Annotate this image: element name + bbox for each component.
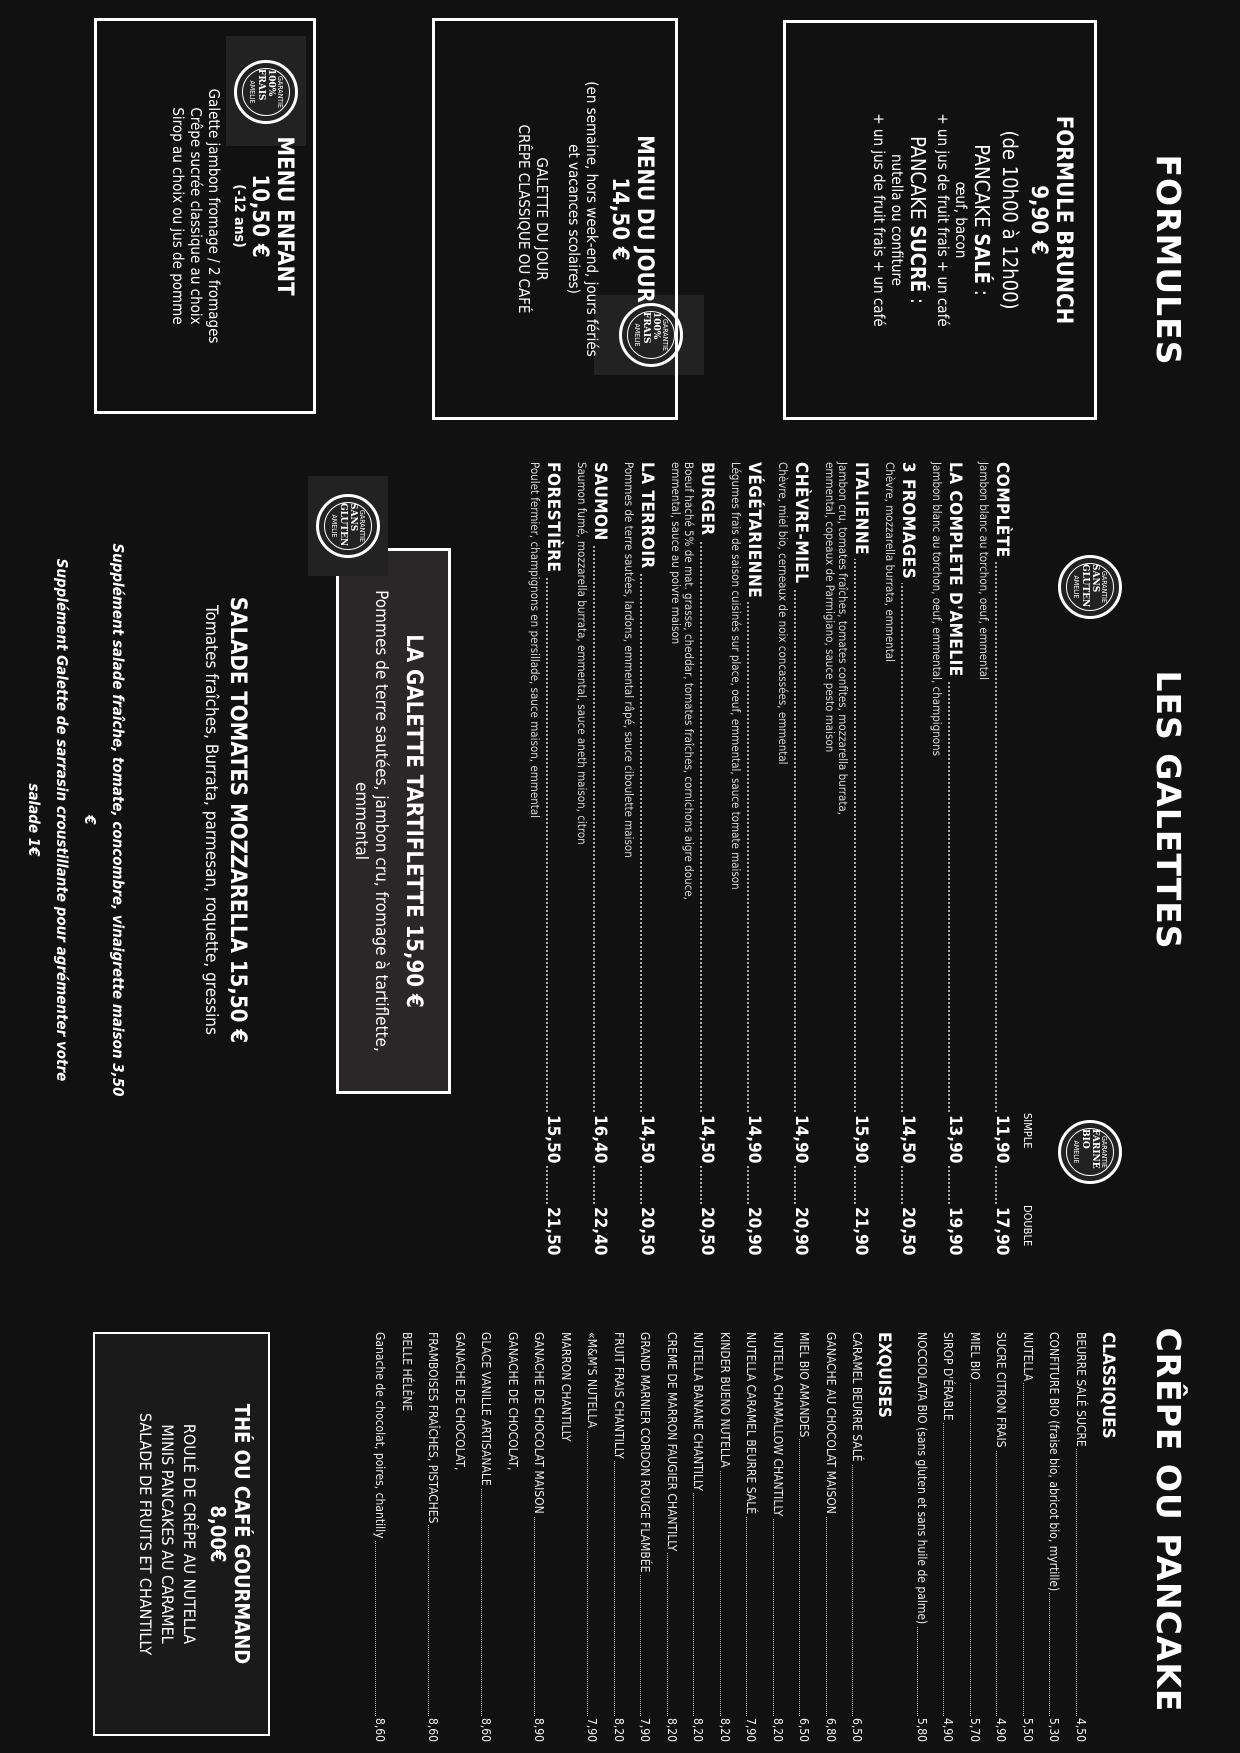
galette-price-simple: 14,50 <box>898 1112 918 1166</box>
crepe-row <box>1015 1332 1042 1742</box>
crepe-price: 4,50 <box>1068 1716 1095 1742</box>
dot-leader <box>700 462 702 1112</box>
galette-price-double: 19,90 <box>945 1204 965 1255</box>
gourmand-line2: MINIS PANCAKES AU CARAMEL <box>158 1424 177 1644</box>
menu-enfant-age: (-12 ans) <box>231 184 247 248</box>
crepe-price: 8,20 <box>765 1716 792 1742</box>
galette-price-simple: 15,90 <box>851 1112 871 1166</box>
galette-name: ITALIENNE <box>851 462 871 559</box>
galette-price-simple: 13,90 <box>945 1112 965 1166</box>
gourmand-price: 8,00€ <box>206 1505 230 1563</box>
galette-row <box>930 462 965 1256</box>
dot-leader <box>995 1162 997 1204</box>
crepe-row <box>935 1332 962 1742</box>
crepe-price: 8,60 <box>473 1716 500 1742</box>
gourmand-line3: SALADE DE FRUITS ET CHANTILLY <box>136 1412 155 1656</box>
crepe-row <box>818 1332 845 1742</box>
brunch-sucre-extra: + un jus de fruit frais + un café <box>870 113 888 327</box>
crepe-row <box>765 1332 792 1742</box>
galette-row <box>776 462 811 1256</box>
brunch-hours: (de 10h00 à 12h00) <box>998 130 1022 310</box>
crepe-name: CARAMEL BEURRE SALÉ <box>844 1332 871 1464</box>
dot-leader <box>747 1162 749 1204</box>
brunch-sale-desc: œuf, bacon <box>952 181 970 259</box>
crepe-row <box>500 1332 527 1742</box>
dot-leader <box>700 1162 702 1204</box>
galette-row <box>575 462 610 1256</box>
crepe-row <box>659 1332 686 1742</box>
galette-desc: Pommes de terre sautées, lardons, emmental râpé, sauce ciboulette maison <box>622 462 636 858</box>
galette-price-double: 20,90 <box>791 1204 811 1255</box>
crepe-name: GLACE VANILLE ARTISANALE <box>473 1332 500 1488</box>
dot-leader <box>948 1162 950 1204</box>
crepe-price: 5,70 <box>962 1716 989 1742</box>
brunch-title: FORMULE BRUNCH <box>1051 115 1076 325</box>
supplement-salade: Supplément salade fraîche, tomate, concombre, vinaigrette maison 3,50 € <box>81 543 127 1097</box>
crepe-row <box>1068 1332 1095 1742</box>
crepe-row <box>712 1332 739 1742</box>
crepe-row <box>632 1332 659 1742</box>
crepe-name: NUTELLA CHAMALLOW CHANTILLY <box>765 1332 792 1518</box>
galette-price-simple: 14,90 <box>744 1112 764 1166</box>
crepe-name: SUCRE CITRON FRAIS <box>988 1332 1015 1450</box>
galette-name: LA COMPLETE D'AMELIE <box>945 462 965 681</box>
tartiflette-desc: Pommes de terre sautées, jambon cru, fromage à tartiflette, emmental <box>351 590 391 1052</box>
crepe-row <box>579 1332 606 1742</box>
crepe-name: «M&M'S NUTELLA <box>579 1332 606 1430</box>
galette-name: BURGER <box>697 462 717 540</box>
crepe-name: GANACHE DE CHOCOLAT MAISON <box>526 1332 553 1516</box>
gourmand-box <box>93 1332 270 1736</box>
galette-name: COMPLÈTE <box>992 462 1012 562</box>
crepe-row <box>473 1332 500 1742</box>
salade-block <box>201 540 250 1100</box>
crepe-row <box>526 1332 553 1742</box>
crepe-row <box>962 1332 989 1742</box>
galette-price-double: 20,50 <box>637 1204 657 1255</box>
crepe-row <box>791 1332 818 1742</box>
exquises-list <box>367 1332 871 1742</box>
brunch-sucre-line: PANCAKE SUCRÉ : <box>906 136 930 304</box>
crepe-name: MARRON CHANTILLY <box>553 1332 580 1444</box>
galette-desc: Saumon fumé, mozzarella burrata, emmental, sauce aneth maison, citron <box>575 462 589 845</box>
crepe-name: CONFITURE BIO (fraise bio, abricot bio, myrtille) <box>1041 1332 1068 1593</box>
galette-name: 3 FROMAGES <box>898 462 918 583</box>
crepe-name: MIEL BIO <box>962 1332 989 1382</box>
crepe-price: 8,20 <box>685 1716 712 1742</box>
galette-list <box>516 462 1012 1256</box>
dot-leader <box>854 462 856 1112</box>
galette-price-double: 20,50 <box>898 1204 918 1255</box>
crepe-price: 7,90 <box>632 1716 659 1742</box>
menu-jour-note2: et vacances scolaires) <box>565 144 583 294</box>
galette-price-simple: 14,90 <box>791 1112 811 1166</box>
dot-leader <box>546 1162 548 1204</box>
galette-price-simple: 15,50 <box>543 1112 563 1166</box>
dot-leader <box>970 1332 971 1742</box>
crepe-price: 5,50 <box>1015 1716 1042 1742</box>
crepe-name: FRUIT FRAIS CHANTILLY <box>606 1332 633 1461</box>
classiques-list <box>909 1332 1095 1742</box>
galette-price-double: 21,90 <box>851 1204 871 1255</box>
tartiflette-panel <box>336 548 451 1094</box>
menu-enfant-box <box>94 18 316 414</box>
crepe-row <box>844 1332 871 1742</box>
crepe-row <box>394 1332 421 1742</box>
galette-desc: Poulet fermier, champignons en persillade, sauce maison, emmental <box>528 462 542 819</box>
menu-jour-title: MENU DU JOUR <box>632 135 657 303</box>
galette-price-simple: 11,90 <box>992 1112 1012 1166</box>
badge-frais-icon-2: GARANTIE 100% FRAIS AMELIE <box>234 60 298 124</box>
supplement-galette: Supplément Galette de sarrasin croustillante pour agrémenter votre salade 1€ <box>25 558 71 1082</box>
dot-leader <box>640 1162 642 1204</box>
crepe-price: 8,20 <box>606 1716 633 1742</box>
crepe-row <box>909 1332 936 1742</box>
brunch-sucre-desc: nutella ou confiture <box>888 154 906 286</box>
formule-brunch-box <box>783 20 1097 420</box>
galette-row <box>622 462 657 1256</box>
crepe-row <box>420 1332 447 1742</box>
galette-name: CHÈVRE-MIEL <box>791 462 811 588</box>
crepe-row <box>738 1332 765 1742</box>
crepe-name: NUTELLA BANANE CHANTILLY <box>685 1332 712 1493</box>
gourmand-line1: ROULÉ DE CRÊPE AU NUTELLA <box>180 1423 199 1645</box>
galette-price-double: 21,50 <box>543 1204 563 1255</box>
crepe-name: BELLE HÉLÈNE <box>394 1332 421 1413</box>
galette-name: SAUMON <box>590 462 610 545</box>
badge-frais-icon: GARANTIE 100% FRAIS AMELIE <box>619 303 683 367</box>
crepe-price: 7,90 <box>738 1716 765 1742</box>
dot-leader <box>854 1162 856 1204</box>
crepe-row <box>606 1332 633 1742</box>
galette-price-simple: 16,40 <box>590 1112 610 1166</box>
galette-price-double: 20,90 <box>744 1204 764 1255</box>
salade-desc: Tomates fraîches, Burrata, parmesan, roquette, gressins <box>201 605 221 1035</box>
menu-enfant-line3: Sirop au choix ou jus de pomme <box>169 107 187 325</box>
galette-row <box>528 462 563 1256</box>
crepe-name: GANACHE AU CHOCOLAT MAISON <box>818 1332 845 1516</box>
crepe-price: 8,60 <box>420 1716 447 1742</box>
menu-enfant-line1: Galette jambon fromage / 2 fromages <box>205 88 223 344</box>
crepe-name: BEURRE SALÉ SUCRE <box>1068 1332 1095 1449</box>
classiques-title: CLASSIQUES <box>1098 1332 1118 1439</box>
galette-row <box>729 462 764 1256</box>
crepe-price: 6,50 <box>844 1716 871 1742</box>
crepe-name: GANACHE DE CHOCOLAT, <box>500 1332 527 1472</box>
galette-price-double: 22,40 <box>590 1204 610 1255</box>
galette-row <box>669 462 717 1256</box>
galette-row <box>883 462 918 1256</box>
badge-sans-gluten-icon: GARANTIE SANS GLUTEN AMELIE <box>1058 555 1122 619</box>
menu-enfant-price: 10,50 € <box>247 174 272 258</box>
crepe-price: 5,30 <box>1041 1716 1068 1742</box>
galette-desc: Chèvre, mozzarella burrata, emmental <box>883 462 897 663</box>
crepe-name: NUTELLA <box>1015 1332 1042 1383</box>
col-double: DOUBLE <box>1021 1205 1034 1247</box>
crepe-price: 6,80 <box>818 1716 845 1742</box>
crepe-name: Ganache de chocolat, poires, chantilly <box>367 1332 394 1540</box>
crepe-name: GRAND MARNIER CORDON ROUGE FLAMBÉE <box>632 1332 659 1574</box>
crepe-name: MIEL BIO AMANDES <box>791 1332 818 1439</box>
galette-desc: Boeuf haché 5% de mat. grasse, cheddar, tomates fraîches, cornichons aigre douce, <box>682 462 696 900</box>
brunch-price: 9,90 € <box>1026 185 1051 255</box>
menu-du-jour-box <box>432 18 678 420</box>
crepe-row <box>553 1332 580 1742</box>
galette-row <box>823 462 871 1256</box>
supplements <box>20 540 132 1100</box>
crepes-title: CRÊPE OU PANCAKE <box>1149 1327 1188 1713</box>
tartiflette-title: LA GALETTE TARTIFLETTE 15,90 € <box>401 634 426 1008</box>
galette-desc: Jambon blanc au torchon, oeuf, emmental, champignons <box>930 462 944 757</box>
brunch-sale-extra: + un jus de fruit frais + un café <box>934 113 952 327</box>
crepe-price: 8,20 <box>659 1716 686 1742</box>
crepe-row <box>367 1332 394 1742</box>
dot-leader <box>1023 1332 1024 1742</box>
menu-jour-item1: GALETTE DU JOUR <box>533 157 551 281</box>
crepe-price: 8,20 <box>712 1716 739 1742</box>
galette-row <box>977 462 1012 1256</box>
galette-desc: Légumes frais de saison cuisinés sur place, oeuf, emmental, sauce tomate maison <box>729 462 743 890</box>
galette-price-simple: 14,50 <box>637 1112 657 1166</box>
crepe-name: GANACHE DE CHOCOLAT, <box>447 1332 474 1472</box>
menu-enfant-line2: Crêpe sucrée classique au choix <box>187 107 205 325</box>
dot-leader <box>593 462 595 1112</box>
gourmand-title: THÉ OU CAFÉ GOURMAND <box>230 1403 254 1665</box>
salade-title: SALADE TOMATES MOZZARELLA 15,50 € <box>225 596 250 1044</box>
brunch-sale-line: PANCAKE SALÉ : <box>970 144 994 296</box>
galette-name: VÉGÉTARIENNE <box>744 462 764 602</box>
galette-desc: Jambon cru, tomates fraîches, tomates confites, mozzarella burrata, <box>836 462 850 816</box>
crepe-price: 8,60 <box>367 1716 394 1742</box>
crepe-name: KINDER BUENO NUTELLA <box>712 1332 739 1470</box>
crepe-price: 7,90 <box>579 1716 606 1742</box>
crepe-price: 6,50 <box>791 1716 818 1742</box>
galettes-title: LES GALETTES <box>1149 670 1188 950</box>
crepe-name: SIROP D'ÉRABLE <box>935 1332 962 1423</box>
col-simple: SIMPLE <box>1021 1113 1034 1149</box>
dot-leader <box>794 1162 796 1204</box>
dot-leader <box>901 1162 903 1204</box>
menu-jour-item2: CRÊPE CLASSIQUE OU CAFÉ <box>515 124 533 314</box>
galette-price-simple: 14,50 <box>697 1112 717 1166</box>
exquises-title: EXQUISES <box>874 1332 895 1418</box>
galette-name: FORESTIÈRE <box>543 462 563 577</box>
menu-jour-note1: (en semaine, hors week-end, jours fériés <box>583 81 601 357</box>
crepe-name: NOCCIOLATA BIO (sans gluten et sans huile de palme) <box>909 1332 936 1626</box>
crepe-name: FRAMBOISES FRAÎCHES, PISTACHES <box>420 1332 447 1525</box>
galette-price-double: 20,50 <box>697 1204 717 1255</box>
crepe-price: 4,90 <box>988 1716 1015 1742</box>
galette-price-double: 17,90 <box>992 1204 1012 1255</box>
menu-enfant-title: MENU ENFANT <box>272 136 297 296</box>
galette-name: LA TERROIR <box>637 462 657 573</box>
crepe-price: 8,90 <box>526 1716 553 1742</box>
galette-desc-2: emmental, copeaux de Parmigiano, sauce pesto maison <box>823 462 837 753</box>
crepe-name: NUTELLA CARAMEL BEURRE SALÉ <box>738 1332 765 1516</box>
badge-sans-gluten-icon-2: GARANTIE SANS GLUTEN AMELIE <box>316 494 380 558</box>
dot-leader <box>593 1162 595 1204</box>
galette-desc: Jambon blanc au torchon, oeuf, emmental <box>977 462 991 680</box>
crepe-row <box>685 1332 712 1742</box>
galette-desc: Chèvre, miel bio, cerneaux de noix concassées, emmental <box>776 462 790 765</box>
badge-farine-bio-icon: GARANTIE FARINE BIO AMELIE <box>1058 1120 1122 1184</box>
crepe-row <box>447 1332 474 1742</box>
crepe-price: 4,90 <box>935 1716 962 1742</box>
crepe-name: CREME DE MARRON FAUGIER CHANTILLY <box>659 1332 686 1553</box>
crepe-row <box>988 1332 1015 1742</box>
crepe-price: 5,80 <box>909 1716 936 1742</box>
formules-title: FORMULES <box>1149 154 1188 366</box>
galette-desc-2: emmental, sauce au poivre maison <box>669 462 683 645</box>
crepe-row <box>1041 1332 1068 1742</box>
crepes-list <box>367 1332 1118 1742</box>
menu-jour-price: 14,50 € <box>607 177 632 261</box>
